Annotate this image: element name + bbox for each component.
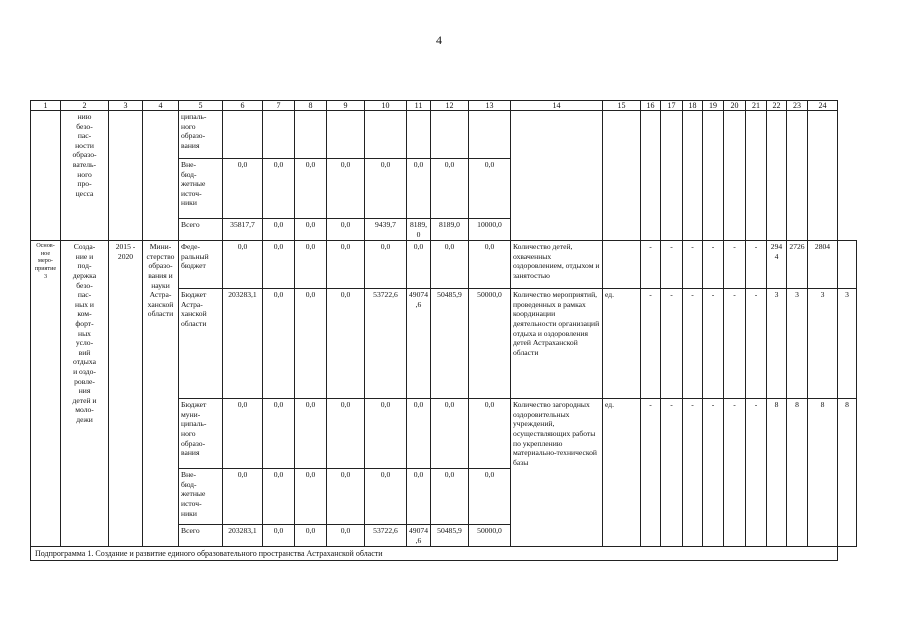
column-number: 20 bbox=[724, 101, 746, 111]
value-cell: 0,0 bbox=[295, 241, 327, 289]
value-cell: 0,0 bbox=[431, 241, 469, 289]
value-cell: 50485,9 bbox=[431, 289, 469, 399]
value-cell: 0,0 bbox=[431, 159, 469, 219]
value-cell: 0,0 bbox=[295, 159, 327, 219]
column-number: 8 bbox=[295, 101, 327, 111]
value-cell: 0,0 bbox=[327, 219, 365, 241]
event-executor: Мини- стерство образо- вания и науки Астра- ханской области bbox=[143, 241, 179, 547]
value-cell: 0,0 bbox=[469, 469, 511, 525]
value-cell: 49074,6 bbox=[407, 525, 431, 547]
value-cell: 0,0 bbox=[223, 399, 263, 469]
column-number: 14 bbox=[511, 101, 603, 111]
value-cell: 0,0 bbox=[295, 219, 327, 241]
target-cell: 3 bbox=[787, 289, 808, 399]
target-cell: - bbox=[641, 289, 661, 399]
prev-event-name: нию безо- пас- ности образо- ватель- ного про- цесса bbox=[61, 111, 109, 241]
target-cell: 2804 bbox=[808, 241, 838, 289]
funding-source: ципаль- ного образо- вания bbox=[179, 111, 223, 159]
event-period: 2015 - 2020 bbox=[109, 241, 143, 547]
page-number: 4 bbox=[436, 33, 442, 47]
value-cell: 49074,6 bbox=[407, 289, 431, 399]
value-cell: 0,0 bbox=[407, 159, 431, 219]
target-cell: - bbox=[746, 241, 767, 289]
prev-event-code bbox=[31, 111, 61, 241]
value-cell: 0,0 bbox=[295, 399, 327, 469]
value-cell: 53722,6 bbox=[365, 525, 407, 547]
target-cell: 2944 bbox=[767, 241, 787, 289]
column-number: 4 bbox=[143, 101, 179, 111]
target-cell: - bbox=[724, 241, 746, 289]
value-cell bbox=[407, 111, 431, 159]
column-number: 23 bbox=[787, 101, 808, 111]
program-table bbox=[30, 100, 857, 561]
target-cell: - bbox=[661, 241, 683, 289]
value-cell bbox=[469, 111, 511, 159]
value-cell: 0,0 bbox=[263, 241, 295, 289]
value-cell: 35817,7 bbox=[223, 219, 263, 241]
column-number: 22 bbox=[767, 101, 787, 111]
event-code: Основ- ное меро- приятие 3 bbox=[31, 241, 61, 547]
unit-cell: ед. bbox=[603, 289, 641, 399]
target-cell: - bbox=[724, 399, 746, 547]
column-number: 15 bbox=[603, 101, 641, 111]
value-cell: 0,0 bbox=[223, 241, 263, 289]
unit-cell bbox=[603, 241, 641, 289]
target-cell: 8 bbox=[767, 399, 787, 547]
target-cell: - bbox=[661, 399, 683, 547]
value-cell: 0,0 bbox=[263, 525, 295, 547]
value-cell: 0,0 bbox=[327, 159, 365, 219]
value-cell: 0,0 bbox=[295, 289, 327, 399]
target-cell: - bbox=[703, 289, 724, 399]
target-cell: - bbox=[746, 399, 767, 547]
column-number: 19 bbox=[703, 101, 724, 111]
target-cell: 8 bbox=[838, 399, 857, 547]
value-cell bbox=[295, 111, 327, 159]
target-cell: 3 bbox=[808, 289, 838, 399]
target-cell: - bbox=[683, 289, 703, 399]
value-cell: 0,0 bbox=[263, 289, 295, 399]
target-cell bbox=[838, 241, 857, 289]
value-cell: 0,0 bbox=[263, 219, 295, 241]
value-cell bbox=[365, 111, 407, 159]
subprogram-title: Подпрограмма 1. Создание и развитие единого образовательного пространства Астраханской области bbox=[31, 547, 838, 561]
column-number: 24 bbox=[808, 101, 838, 111]
indicator-cell: Количество детей, охваченных оздоровлением, отдыхом и занятостью bbox=[511, 241, 603, 289]
value-cell: 0,0 bbox=[295, 469, 327, 525]
value-cell bbox=[223, 111, 263, 159]
value-cell: 0,0 bbox=[327, 469, 365, 525]
indicator-cell: Количество загородных оздоровительных учреждений, осуществляющих работы по укреплению материально-технической базы bbox=[511, 399, 603, 547]
indicator-cell bbox=[511, 111, 603, 241]
target-cell: - bbox=[703, 241, 724, 289]
value-cell: 50485,9 bbox=[431, 525, 469, 547]
target-cell: - bbox=[661, 289, 683, 399]
value-cell: 0,0 bbox=[469, 241, 511, 289]
value-cell: 0,0 bbox=[223, 159, 263, 219]
value-cell: 0,0 bbox=[407, 241, 431, 289]
target-cell: 8 bbox=[787, 399, 808, 547]
funding-source: Феде- ральный бюджет bbox=[179, 241, 223, 289]
value-cell: 0,0 bbox=[365, 399, 407, 469]
value-cell: 0,0 bbox=[327, 241, 365, 289]
column-number: 12 bbox=[431, 101, 469, 111]
value-cell: 0,0 bbox=[327, 289, 365, 399]
target-cell: - bbox=[746, 289, 767, 399]
value-cell: 0,0 bbox=[223, 469, 263, 525]
value-cell: 203283,1 bbox=[223, 525, 263, 547]
prev-executor bbox=[143, 111, 179, 241]
column-number: 16 bbox=[641, 101, 661, 111]
column-number: 17 bbox=[661, 101, 683, 111]
column-number: 5 bbox=[179, 101, 223, 111]
target-cell: - bbox=[724, 289, 746, 399]
value-cell: 0,0 bbox=[263, 159, 295, 219]
column-number: 1 bbox=[31, 101, 61, 111]
target-cell: - bbox=[641, 399, 661, 547]
funding-source: Вне- бюд- жетные источ- ники bbox=[179, 159, 223, 219]
value-cell: 203283,1 bbox=[223, 289, 263, 399]
column-number: 7 bbox=[263, 101, 295, 111]
value-cell: 0,0 bbox=[431, 469, 469, 525]
value-cell bbox=[263, 111, 295, 159]
column-number: 3 bbox=[109, 101, 143, 111]
column-number: 10 bbox=[365, 101, 407, 111]
unit-cell: ед. bbox=[603, 399, 641, 547]
value-cell: 0,0 bbox=[365, 469, 407, 525]
target-cell: 8 bbox=[808, 399, 838, 547]
value-cell: 0,0 bbox=[365, 241, 407, 289]
column-number: 9 bbox=[327, 101, 365, 111]
value-cell: 9439,7 bbox=[365, 219, 407, 241]
value-cell: 0,0 bbox=[327, 525, 365, 547]
value-cell bbox=[327, 111, 365, 159]
value-cell: 0,0 bbox=[431, 399, 469, 469]
target-cell: - bbox=[683, 241, 703, 289]
value-cell: 0,0 bbox=[263, 469, 295, 525]
unit-cell bbox=[603, 111, 641, 241]
value-cell: 10000,0 bbox=[469, 219, 511, 241]
value-cell: 0,0 bbox=[365, 159, 407, 219]
column-number: 2 bbox=[61, 101, 109, 111]
target-cell: - bbox=[703, 399, 724, 547]
value-cell: 0,0 bbox=[327, 399, 365, 469]
header-row bbox=[31, 101, 857, 111]
value-cell: 8189,0 bbox=[431, 219, 469, 241]
value-cell: 50000,0 bbox=[469, 525, 511, 547]
funding-source: Всего bbox=[179, 219, 223, 241]
funding-source: Вне- бюд- жетные источ- ники bbox=[179, 469, 223, 525]
target-cell: 2726 bbox=[787, 241, 808, 289]
column-number: 11 bbox=[407, 101, 431, 111]
funding-source: Бюджет муни- ципаль- ного образо- вания bbox=[179, 399, 223, 469]
funding-source: Всего bbox=[179, 525, 223, 547]
prev-period bbox=[109, 111, 143, 241]
value-cell: 0,0 bbox=[407, 399, 431, 469]
value-cell: 8189,0 bbox=[407, 219, 431, 241]
column-number: 21 bbox=[746, 101, 767, 111]
value-cell: 53722,6 bbox=[365, 289, 407, 399]
target-cell: 3 bbox=[838, 289, 857, 399]
target-cell: 3 bbox=[767, 289, 787, 399]
indicator-cell: Количество мероприятий, проведенных в рамках координации деятельности организаций отдыха и оздоровления детей Астраханской области bbox=[511, 289, 603, 399]
event-name: Созда- ние и под- держка безо- пас- ных и ком- форт- ных усло- вий отдыха и оздо- ровле- ния детей и моло- дежи bbox=[61, 241, 109, 547]
target-cell: - bbox=[683, 399, 703, 547]
column-number: 6 bbox=[223, 101, 263, 111]
value-cell bbox=[431, 111, 469, 159]
value-cell: 50000,0 bbox=[469, 289, 511, 399]
column-number: 18 bbox=[683, 101, 703, 111]
value-cell: 0,0 bbox=[407, 469, 431, 525]
value-cell: 0,0 bbox=[469, 159, 511, 219]
value-cell: 0,0 bbox=[295, 525, 327, 547]
value-cell: 0,0 bbox=[263, 399, 295, 469]
target-cell: - bbox=[641, 241, 661, 289]
funding-source: Бюджет Астра- ханской области bbox=[179, 289, 223, 399]
column-number: 13 bbox=[469, 101, 511, 111]
value-cell: 0,0 bbox=[469, 399, 511, 469]
